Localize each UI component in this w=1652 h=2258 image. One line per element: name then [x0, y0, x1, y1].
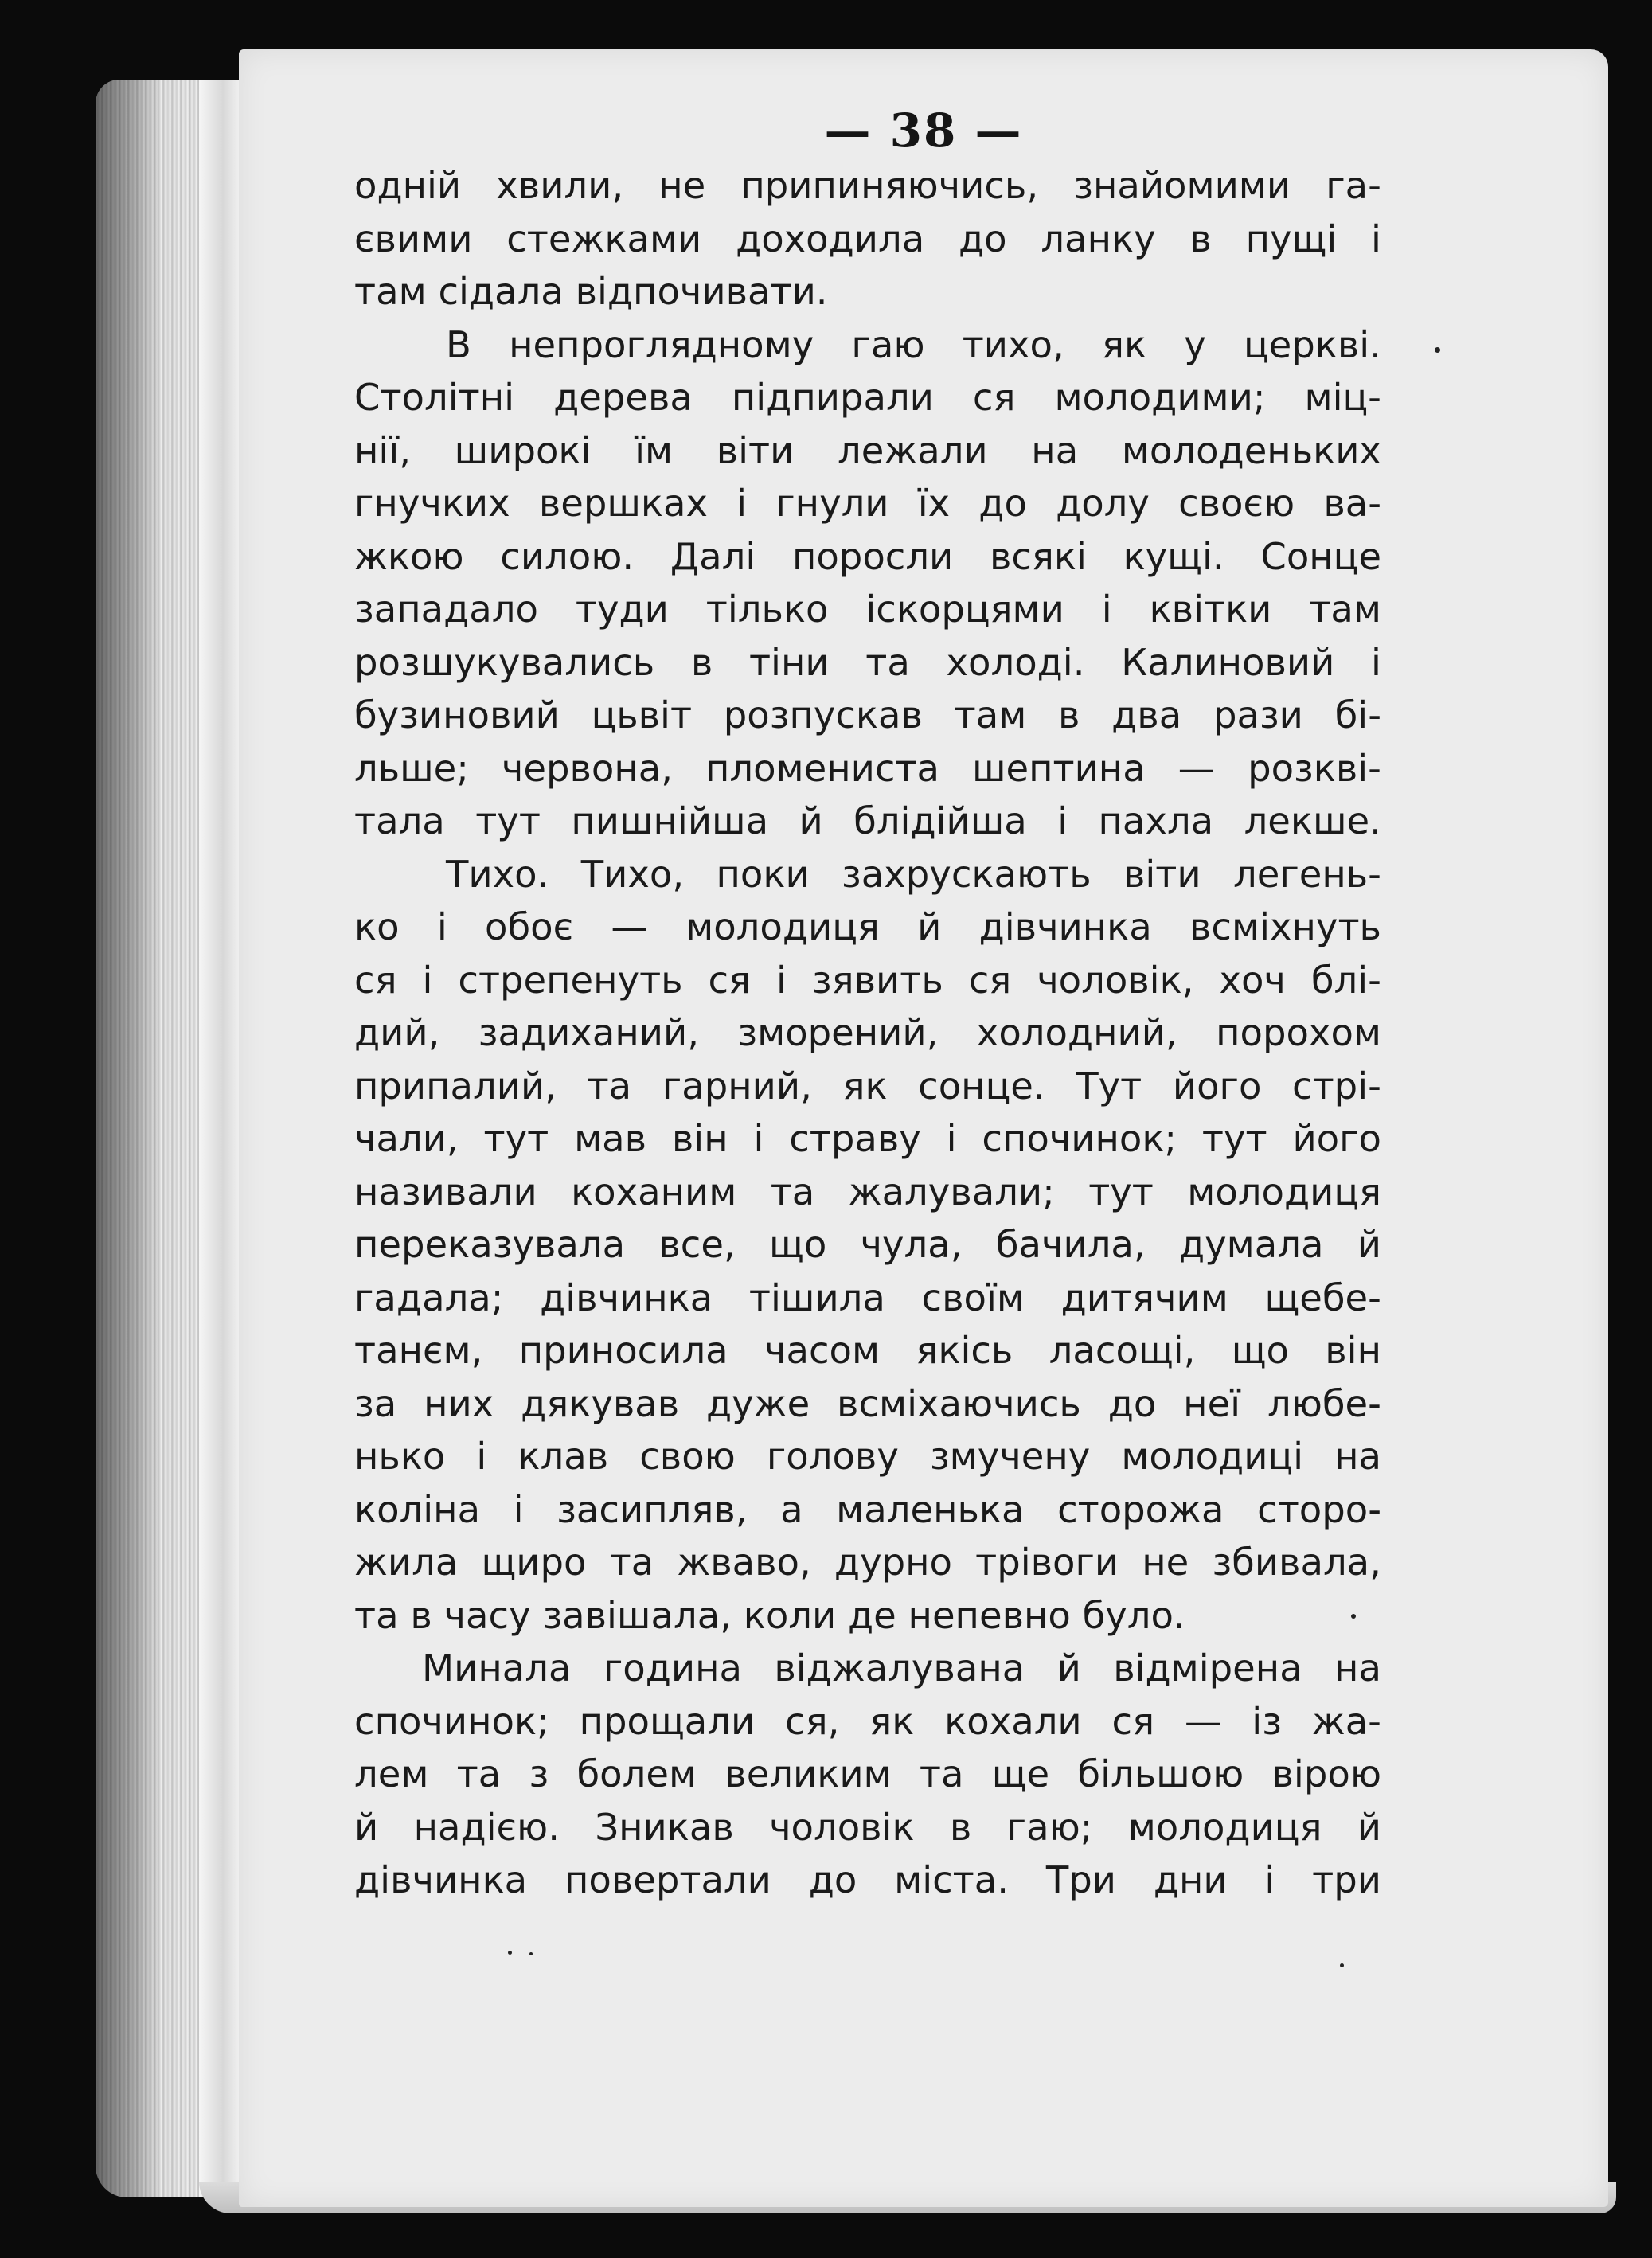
text-line — [354, 742, 1381, 795]
word: жкою — [354, 534, 464, 578]
word: і — [1371, 217, 1381, 260]
text-line — [354, 1324, 1381, 1377]
text-line — [354, 1854, 1381, 1907]
word: неї — [1183, 1381, 1241, 1425]
word: нії, — [354, 428, 412, 472]
word: до — [959, 217, 1007, 260]
text-line — [354, 424, 1381, 478]
body-text — [354, 159, 1381, 1907]
word: і — [753, 1117, 764, 1160]
word: шептина — [971, 746, 1146, 790]
text-line — [354, 371, 1381, 424]
text-line — [354, 1006, 1381, 1060]
word: і — [476, 1435, 487, 1478]
word: сторо- — [1257, 1487, 1381, 1531]
word: називали — [354, 1170, 537, 1213]
word: і — [776, 958, 787, 1002]
word: думала — [1178, 1223, 1324, 1266]
word: все, — [658, 1223, 736, 1266]
text-line: там сідала відпочивати. — [354, 270, 828, 313]
word: коліна — [354, 1487, 481, 1531]
word: а — [780, 1487, 803, 1531]
word: тут — [1088, 1170, 1154, 1213]
scan-speck — [1340, 1963, 1344, 1967]
word: тала — [354, 799, 445, 842]
word: своїм — [921, 1275, 1025, 1319]
word: і — [1101, 588, 1112, 631]
text-line — [354, 1060, 1381, 1113]
scan-speck — [1435, 347, 1440, 353]
text-line — [354, 1377, 1381, 1431]
word: сонце. — [918, 1064, 1045, 1108]
word: підпирали — [731, 376, 934, 419]
word: вершках — [538, 482, 708, 525]
word: на — [1334, 1435, 1381, 1478]
word: не — [1142, 1541, 1189, 1584]
word: жалували; — [848, 1170, 1055, 1213]
word: ся — [354, 958, 397, 1002]
word: його — [1172, 1064, 1262, 1108]
word: любе- — [1267, 1381, 1381, 1425]
word: на — [1334, 1647, 1381, 1690]
word: міц- — [1304, 376, 1381, 419]
word: розпускав — [723, 693, 923, 736]
word: вірою — [1271, 1752, 1381, 1795]
word: одній — [354, 164, 462, 207]
word: пишнійша — [571, 799, 769, 842]
word: щиро — [481, 1541, 587, 1584]
word: ко — [354, 905, 400, 948]
word: чоловік, — [1037, 958, 1194, 1002]
word: лежали — [837, 428, 988, 472]
text-line — [354, 1112, 1381, 1166]
word: Тихо. — [446, 852, 549, 896]
word: гаю — [851, 322, 925, 366]
word: — — [611, 905, 648, 948]
word: гадала; — [354, 1275, 504, 1319]
word: три — [1312, 1858, 1381, 1901]
word: хвили, — [496, 164, 624, 207]
word: маленька — [836, 1487, 1025, 1531]
word: за — [354, 1381, 397, 1425]
word: коханим — [571, 1170, 737, 1213]
word: танєм, — [354, 1329, 483, 1372]
word: мав — [574, 1117, 647, 1160]
word: ва- — [1323, 482, 1381, 525]
word: міста. — [894, 1858, 1010, 1901]
word: він — [1325, 1329, 1381, 1372]
word: в — [1058, 693, 1080, 736]
word: обоє — [485, 905, 574, 948]
word: приносила — [518, 1329, 728, 1372]
word: розкві- — [1248, 746, 1381, 790]
word: Сонце — [1260, 534, 1381, 578]
word: й — [1056, 1647, 1081, 1690]
word: рази — [1213, 693, 1303, 736]
word: зявить — [811, 958, 943, 1002]
word: ся — [1111, 1699, 1155, 1743]
word: молодими; — [1054, 376, 1266, 419]
word: до — [978, 482, 1027, 525]
word: як — [842, 1064, 888, 1108]
word: всміхнуть — [1189, 905, 1381, 948]
word: дерева — [553, 376, 693, 419]
word: чула, — [860, 1223, 963, 1266]
word: євими — [354, 217, 473, 260]
word: них — [424, 1381, 494, 1425]
word: віти — [716, 428, 795, 472]
word: пахла — [1098, 799, 1214, 842]
word: в — [1189, 217, 1212, 260]
word: із — [1252, 1699, 1282, 1743]
word: кущі. — [1123, 534, 1224, 578]
word: щебе- — [1264, 1275, 1381, 1319]
word: не — [658, 164, 706, 207]
word: і — [1057, 799, 1068, 842]
text-line — [354, 1483, 1381, 1537]
word: збивала, — [1212, 1541, 1381, 1584]
text-line — [354, 1642, 1381, 1695]
word: якісь — [916, 1329, 1013, 1372]
word: що — [1231, 1329, 1289, 1372]
word: година — [603, 1647, 742, 1690]
word: дівчинка — [354, 1858, 528, 1901]
word: дякував — [521, 1381, 680, 1425]
word: га- — [1326, 164, 1381, 207]
word: тішила — [748, 1275, 885, 1319]
word: Минала — [422, 1647, 572, 1690]
scan-speck — [1351, 1614, 1356, 1619]
word: клав — [517, 1435, 609, 1478]
word: та — [919, 1752, 964, 1795]
word: там — [1309, 588, 1381, 631]
word: переказувала — [354, 1223, 626, 1266]
scan-speck — [529, 1952, 533, 1955]
word: жваво, — [677, 1541, 811, 1584]
word: гаю; — [1006, 1805, 1093, 1849]
word: ся — [968, 958, 1012, 1002]
word: засипляв, — [557, 1487, 748, 1531]
text-line — [354, 159, 1381, 213]
word: всміхаючись — [837, 1381, 1081, 1425]
word: й — [354, 1805, 379, 1849]
word: гнучких — [354, 482, 510, 525]
word: припалий, — [354, 1064, 557, 1108]
word: два — [1111, 693, 1182, 736]
word: холодний, — [976, 1011, 1177, 1054]
word: квітки — [1149, 588, 1272, 631]
word: чали, — [354, 1117, 459, 1160]
word: Тихо, — [580, 852, 685, 896]
word: до — [1107, 1381, 1157, 1425]
word: його — [1292, 1117, 1381, 1160]
text-line — [354, 1218, 1381, 1272]
word: до — [808, 1858, 857, 1901]
word: надією. — [413, 1805, 560, 1849]
word: льше; — [354, 746, 469, 790]
word: свою — [639, 1435, 736, 1478]
word: і — [422, 958, 433, 1002]
word: і — [436, 905, 447, 948]
word: блідійша — [853, 799, 1027, 842]
word: стежками — [506, 217, 702, 260]
text-line — [354, 900, 1381, 954]
word: молоденьких — [1121, 428, 1381, 472]
word: молодиця — [1187, 1170, 1381, 1213]
word: й — [1357, 1223, 1381, 1266]
word: у — [1184, 322, 1206, 366]
word: тіни — [748, 640, 830, 684]
word: Далі — [670, 534, 756, 578]
text-line — [354, 795, 1381, 848]
word: дуже — [706, 1381, 810, 1425]
word: тут — [475, 799, 541, 842]
word: широкі — [454, 428, 592, 472]
word: відмірена — [1113, 1647, 1302, 1690]
text-line — [354, 1801, 1381, 1854]
word: голову — [766, 1435, 899, 1478]
word: болем — [576, 1752, 697, 1795]
word: — — [1184, 1699, 1222, 1743]
word: тут — [1201, 1117, 1267, 1160]
word: бі- — [1334, 693, 1381, 736]
word: доходила — [736, 217, 925, 260]
word: лем — [354, 1752, 429, 1795]
scan-speck — [508, 1951, 512, 1955]
word: стрі- — [1292, 1064, 1381, 1108]
word: зморений, — [737, 1011, 939, 1054]
word: спочинок; — [354, 1699, 549, 1743]
word: бачила, — [995, 1223, 1146, 1266]
word: ще — [991, 1752, 1050, 1795]
word: жа- — [1311, 1699, 1381, 1743]
text-line — [354, 1166, 1381, 1219]
word: ся — [972, 376, 1016, 419]
word: туди — [575, 588, 669, 631]
word: іскорцями — [865, 588, 1064, 631]
word: трівоги — [975, 1541, 1119, 1584]
word: западало — [354, 588, 538, 631]
word: спочинок; — [982, 1117, 1177, 1160]
word: дівчинка — [978, 905, 1152, 948]
word: та — [587, 1064, 632, 1108]
word: тілько — [705, 588, 829, 631]
text-line — [354, 318, 1381, 372]
word: що — [769, 1223, 827, 1266]
word: — — [1177, 746, 1216, 790]
text-line — [354, 1748, 1381, 1801]
word: як — [869, 1699, 915, 1743]
word: сторожа — [1057, 1487, 1224, 1531]
word: змучену — [929, 1435, 1091, 1478]
text-line — [354, 848, 1381, 901]
page-number: — 38 — — [824, 104, 1023, 158]
word: прощали — [579, 1699, 756, 1743]
word: своєю — [1178, 482, 1295, 525]
word: пущі — [1245, 217, 1338, 260]
word: припиняючись, — [740, 164, 1039, 207]
page-gutter — [199, 80, 239, 2197]
word: червона, — [501, 746, 674, 790]
word: бузиновий — [354, 693, 560, 736]
word: всякі — [989, 534, 1087, 578]
word: дитячим — [1060, 1275, 1228, 1319]
word: Тут — [1076, 1064, 1142, 1108]
word: віти — [1123, 852, 1201, 896]
text-line: та в часу завішала, коли де непевно було. — [354, 1593, 1185, 1637]
word: задиханий, — [478, 1011, 699, 1054]
text-line — [354, 477, 1381, 530]
word: й — [1357, 1805, 1381, 1849]
word: Калиновий — [1121, 640, 1335, 684]
page-edges-shadow — [96, 80, 159, 2197]
word: ласощі, — [1049, 1329, 1196, 1372]
word: та — [770, 1170, 815, 1213]
word: чоловік — [769, 1805, 915, 1849]
word: гарний, — [662, 1064, 812, 1108]
word: та — [456, 1752, 502, 1795]
word: і — [736, 482, 748, 525]
word: кохали — [944, 1699, 1082, 1743]
word: повертали — [564, 1858, 771, 1901]
text-line — [354, 1272, 1381, 1325]
word: ся — [708, 958, 752, 1002]
word: Столітні — [354, 376, 515, 419]
text-line — [354, 1695, 1381, 1748]
word: захрускають — [842, 852, 1092, 896]
word: і — [946, 1117, 957, 1160]
word: страву — [789, 1117, 921, 1160]
word: часом — [764, 1329, 881, 1372]
word: дівчинка — [540, 1275, 713, 1319]
text-line — [354, 954, 1381, 1007]
word: ся, — [785, 1699, 840, 1743]
word: великим — [724, 1752, 892, 1795]
word: їх — [917, 482, 951, 525]
word: в — [949, 1805, 972, 1849]
word: там — [954, 693, 1027, 736]
word: в — [690, 640, 713, 684]
word: та — [609, 1541, 654, 1584]
text-line — [354, 213, 1381, 266]
word: тихо, — [962, 322, 1064, 366]
word: на — [1031, 428, 1079, 472]
text-line — [354, 689, 1381, 742]
word: церкві. — [1243, 322, 1381, 366]
word: молодиця — [685, 905, 880, 948]
word: жила — [354, 1541, 459, 1584]
text-line — [354, 530, 1381, 584]
word: тут — [483, 1117, 549, 1160]
word: холоді. — [946, 640, 1085, 684]
word: Зникав — [595, 1805, 734, 1849]
word: та — [865, 640, 910, 684]
word: і — [1264, 1858, 1275, 1901]
word: їм — [635, 428, 674, 472]
word: блі- — [1310, 958, 1381, 1002]
word: легень- — [1233, 852, 1381, 896]
text-line — [354, 1536, 1381, 1589]
word: дурно — [834, 1541, 952, 1584]
text-line — [354, 1430, 1381, 1483]
word: порохом — [1216, 1011, 1381, 1054]
word: як — [1101, 322, 1147, 366]
word: з — [529, 1752, 549, 1795]
word: гнули — [775, 482, 889, 525]
word: ланку — [1041, 217, 1156, 260]
word: пломениста — [705, 746, 939, 790]
word: силою. — [500, 534, 635, 578]
word: молодиця — [1127, 1805, 1322, 1849]
text-line — [354, 636, 1381, 690]
word: й — [917, 905, 942, 948]
word: він — [671, 1117, 728, 1160]
word: дий, — [354, 1011, 440, 1054]
word: поросли — [791, 534, 954, 578]
word: В — [446, 322, 471, 366]
word: цьвіт — [591, 693, 693, 736]
word: більшою — [1077, 1752, 1244, 1795]
word: і — [1371, 640, 1381, 684]
word: стрепенуть — [458, 958, 683, 1002]
word: розшукувались — [354, 640, 655, 684]
word: лекше. — [1244, 799, 1381, 842]
word: знайомими — [1073, 164, 1291, 207]
word: хоч — [1219, 958, 1286, 1002]
word: і — [513, 1487, 524, 1531]
text-line — [354, 583, 1381, 636]
word: віджалувана — [774, 1647, 1025, 1690]
word: й — [799, 799, 823, 842]
word: дни — [1153, 1858, 1228, 1901]
word: нько — [354, 1435, 446, 1478]
word: Три — [1045, 1858, 1117, 1901]
word: поки — [716, 852, 810, 896]
word: молодиці — [1121, 1435, 1303, 1478]
word: непроглядному — [509, 322, 814, 366]
word: долу — [1056, 482, 1150, 525]
